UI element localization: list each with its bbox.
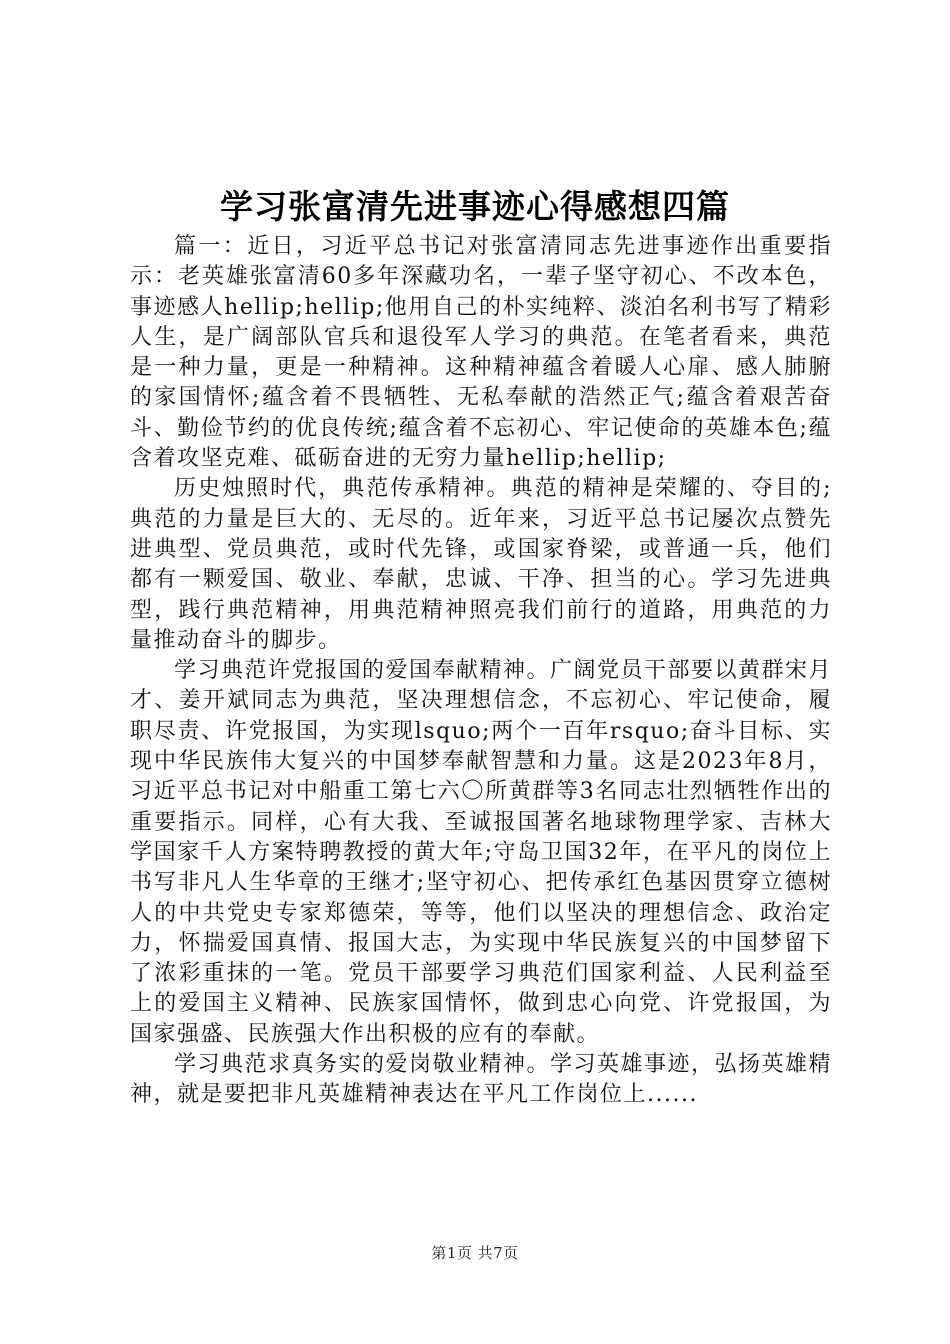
- paragraph-4: 学习典范求真务实的爱岗敬业精神。学习英雄事迹，弘扬英雄精神，就是要把非凡英雄精神表达在平凡工作岗位上......: [130, 1052, 833, 1108]
- document-title: 学习张富清先进事迹心得感想四篇: [220, 187, 730, 226]
- document-body: [130, 232, 832, 1111]
- paragraph-3: 学习典范许党报国的爱国奉献精神。广阔党员干部要以黄群宋月才、姜开斌同志为典范，坚决理想信念，不忘初心、牢记使命，履职尽责、许党报国，为实现lsquo;两个一百年rsquo;奋斗目标、实现中华民族伟大复兴的中国梦奉献智慧和力量。这是2023年8月，习近平总书记对中船重工第七六〇所黄群等3名同志壮烈牺牲作出的重要指示。同样，心有大我、至诚报国著名地球物理学家、吉林大学国家千人方案特聘教授的黄大年;守岛卫国32年，在平凡的岗位上书写非凡人生华章的王继才;坚守初心、把传承红色基因贯穿立德树人的中共党史专家郑德荣，等等，他们以坚决的理想信念、政治定力，怀揣爱国真情、报国大志，为实现中华民族复兴的中国梦留下了浓彩重抹的一笔。党员干部要学习典范们国家利益、人民利益至上的爱国主义精神、民族家国情怀，做到忠心向党、许党报国，为国家强盛、民族强大作出积极的应有的奉献。: [130, 658, 833, 1047]
- paragraph-1: 篇一：近日，习近平总书记对张富清同志先进事迹作出重要指示：老英雄张富清60多年深藏功名，一辈子坚守初心、不改本色，事迹感人hellip;hellip;他用自己的朴实纯粹、淡泊名利书写了精彩人生，是广阔部队官兵和退役军人学习的典范。在笔者看来，典范是一种力量，更是一种精神。这种精神蕴含着暖人心扉、感人肺腑的家国情怀;蕴含着不畏牺牲、无私奉献的浩然正气;蕴含着艰苦奋斗、勤俭节约的优良传统;蕴含着不忘初心、牢记使命的英雄本色;蕴含着攻坚克难、砥砺奋进的无穷力量hellip;hellip;: [130, 234, 832, 472]
- paragraph-2: 历史烛照时代，典范传承精神。典范的精神是荣耀的、夺目的;典范的力量是巨大的、无尽的。近年来，习近平总书记屡次点赞先进典型、党员典范，或时代先锋，或国家脊梁，或普通一兵，他们都有一颗爱国、敬业、奉献，忠诚、干净、担当的心。学习先进典型，践行典范精神，用典范精神照亮我们前行的道路，用典范的力量推动奋斗的脚步。: [130, 476, 832, 653]
- page-number-footer: 第1页 共7页: [431, 1244, 519, 1262]
